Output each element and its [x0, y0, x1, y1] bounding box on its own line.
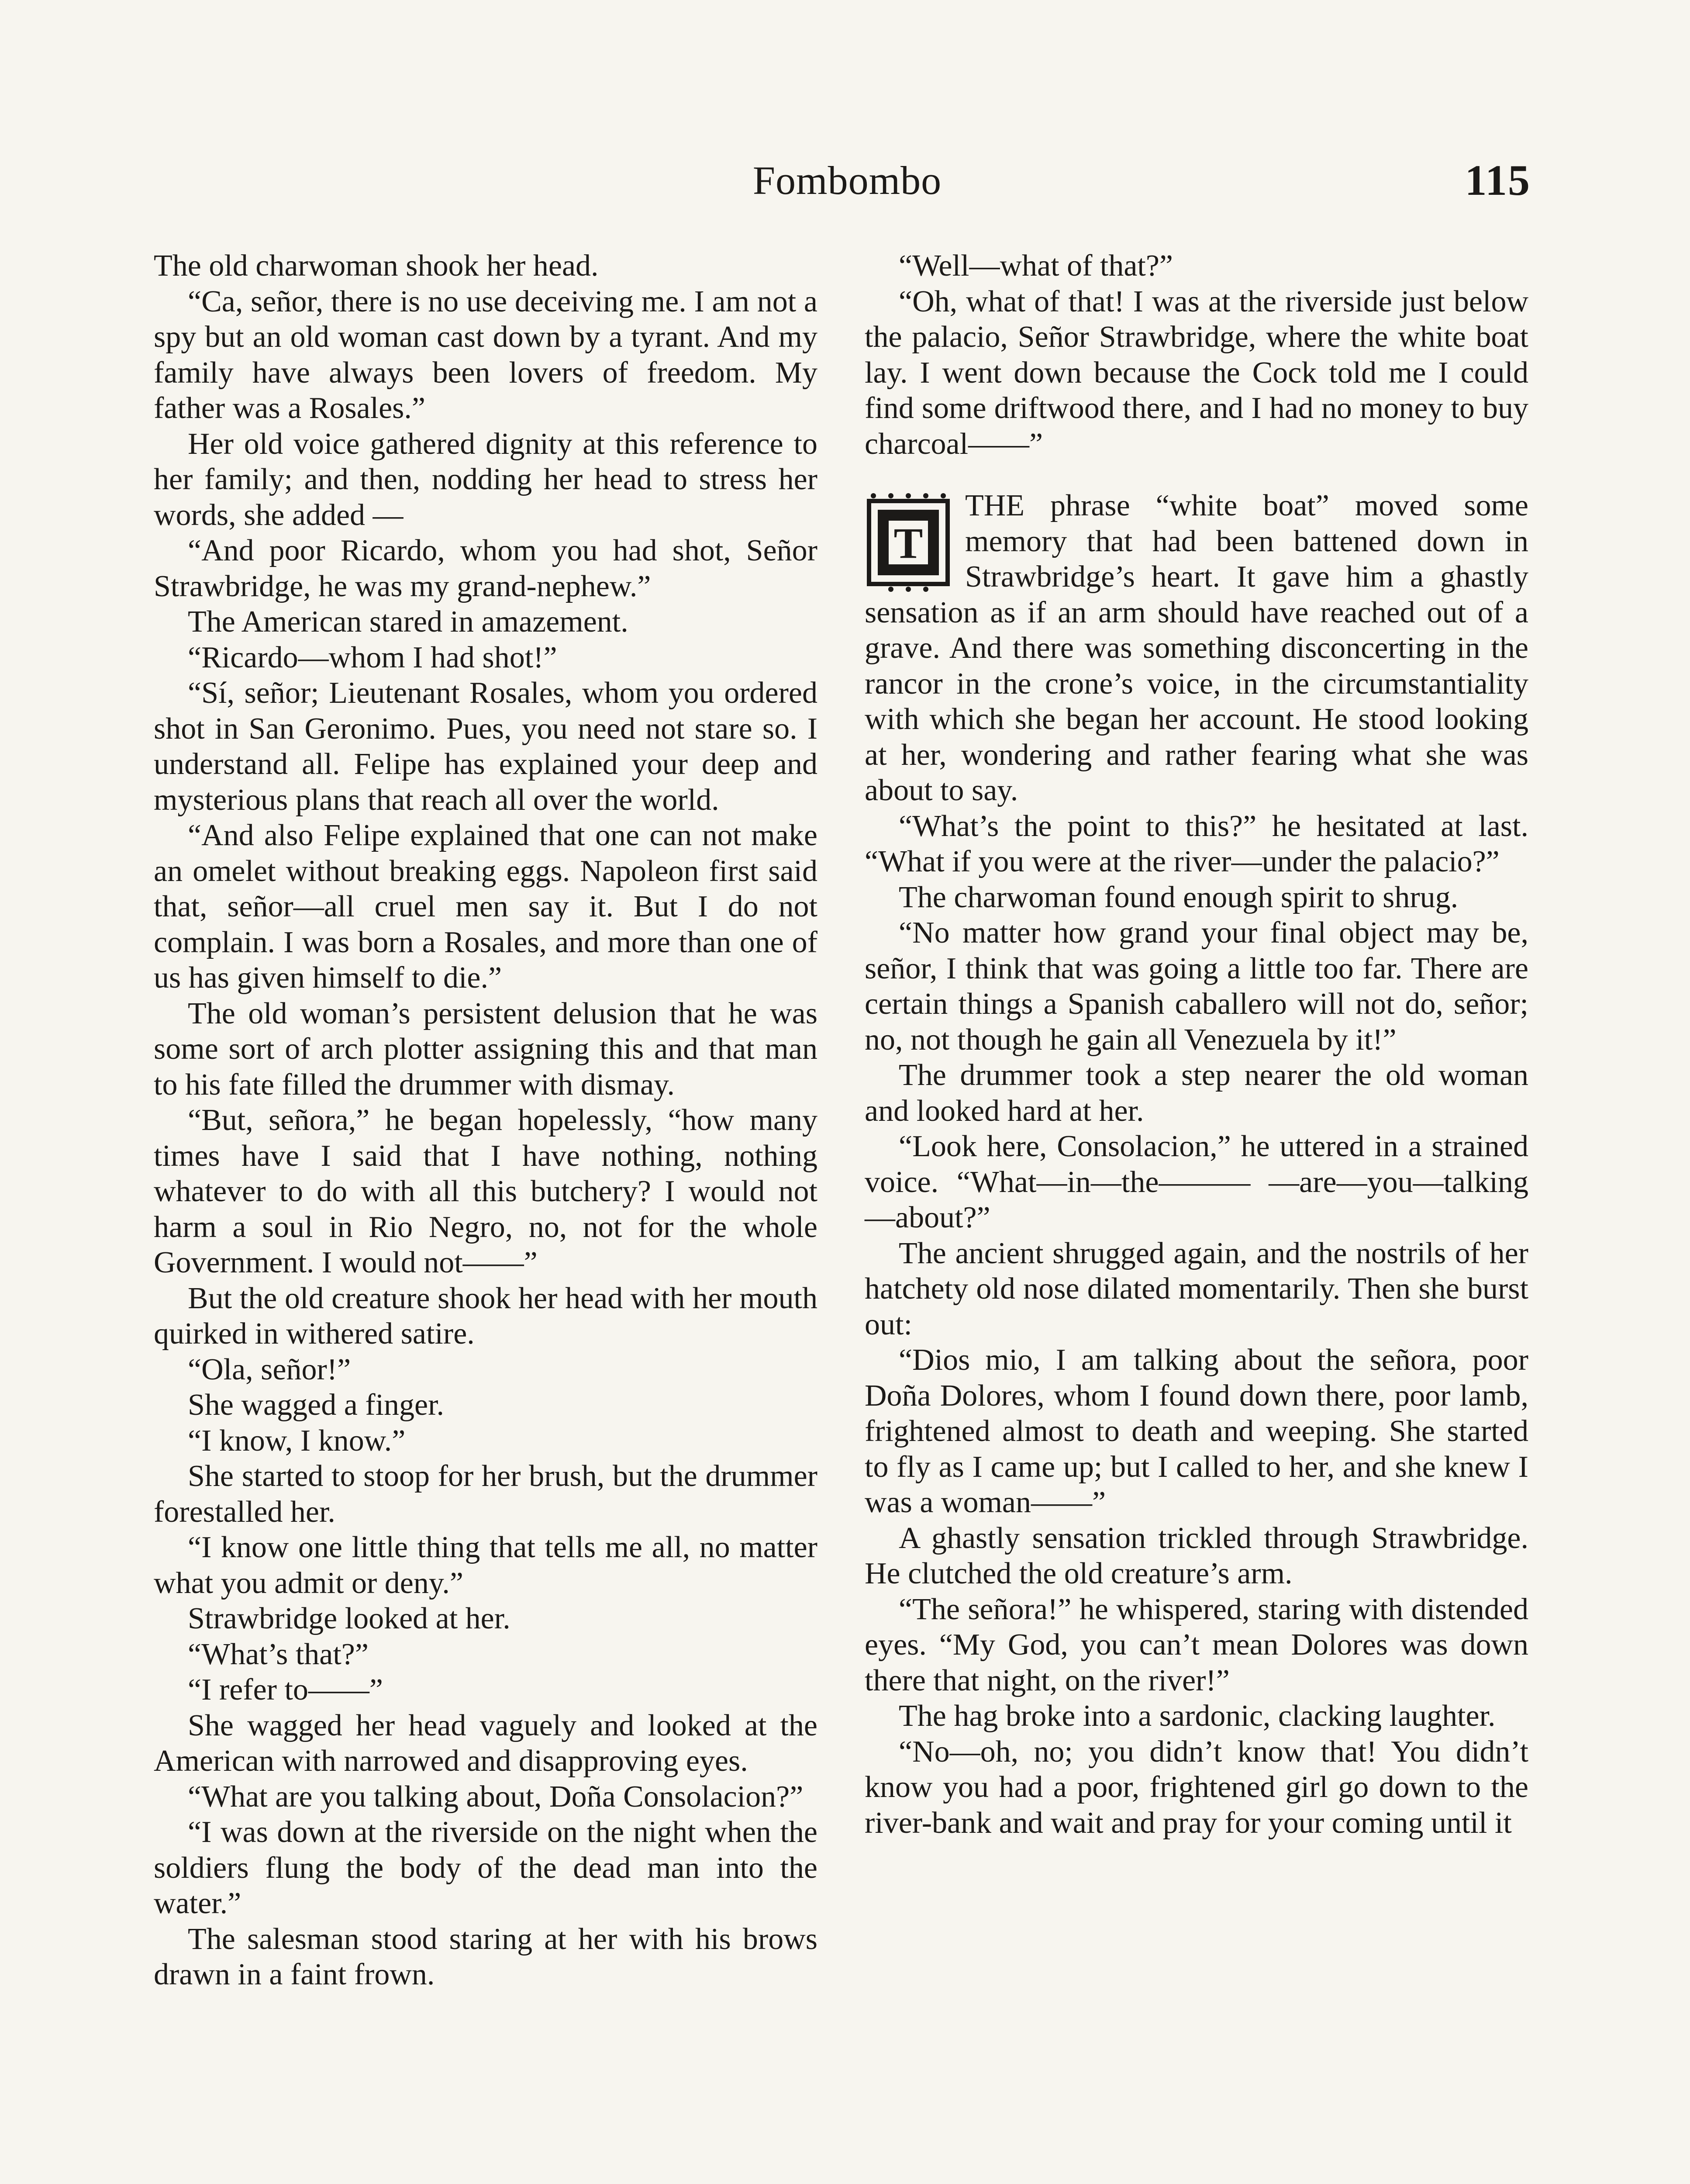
paragraph: “No matter how grand your final object may be, señor, I think that was going a little too far. There are certain things a Spanish caballero will not do, señor; no, not though he gain all Venezuela by it!”: [865, 916, 1528, 1057]
paragraph: “And poor Ricardo, whom you had shot, Señor Strawbridge, he was my grand-nephew.”: [154, 534, 817, 603]
paragraph: Her old voice gathered dignity at this reference to her family; and then, nodding her head to stress her words, she added —: [154, 427, 817, 532]
paragraph: “But, señora,” he began hopelessly, “how many times have I said that I have nothing, nothing whatever to do with all this butchery? I would not harm a soul in Rio Negro, no, not for the whole Government. I would not——”: [154, 1103, 817, 1279]
paragraph: “Sí, señor; Lieutenant Rosales, whom you ordered shot in San Geronimo. Pues, you need not stare so. I understand all. Felipe has explained your deep and mysterious plans that reach all over the world.: [154, 676, 817, 817]
paragraph: The ancient shrugged again, and the nostrils of her hatchety old nose dilated momentarily. Then she burst out:: [865, 1236, 1528, 1341]
paragraph: The American stared in amazement.: [188, 605, 628, 639]
paragraph: But the old creature shook her head with her mouth quirked in withered satire.: [154, 1281, 817, 1351]
paragraph: The hag broke into a sardonic, clacking laughter.: [899, 1699, 1496, 1733]
paragraph: “I know one little thing that tells me all, no matter what you admit or deny.”: [154, 1531, 817, 1600]
right-column: [865, 248, 1528, 1841]
paragraph: The charwoman found enough spirit to shrug.: [899, 880, 1459, 914]
paragraph: “Look here, Consolacion,” he uttered in a strained voice. “What—in—the——— —are—you—talking—about?”: [865, 1130, 1528, 1234]
paragraph: The salesman stood staring at her with his brows drawn in a faint frown.: [154, 1922, 817, 1991]
paragraph: “Dios mio, I am talking about the señora, poor Doña Dolores, whom I found down there, poor lamb, frightened almost to death and weeping. She started to fly as I came up; but I called to her, and she knew I was a woman——”: [865, 1343, 1528, 1519]
paragraph: A ghastly sensation trickled through Strawbridge. He clutched the old creature’s arm.: [865, 1521, 1528, 1590]
paragraph: “I was down at the riverside on the night when the soldiers flung the body of the dead man into the water.”: [154, 1815, 817, 1920]
ornamental-dropcap-icon: [865, 492, 952, 593]
paragraph: “What’s the point to this?” he hesitated at last. “What if you were at the river—under the palacio?”: [865, 809, 1528, 878]
dropcap-paragraph: THE phrase “white boat” moved some memory that had been battened down in Strawbridge’s heart. It gave him a ghastly sensation as if an arm should have reached out of a grave. And there was something disconcerting in the rancor in the crone’s voice, in the circumstantiality with which she began her account. He stood looking at her, wondering and rather fearing what she was about to say.: [865, 489, 1528, 807]
page-number: 115: [1465, 156, 1531, 204]
paragraph: The old woman’s persistent delusion that he was some sort of arch plotter assigning this and that man to his fate filled the drummer with dismay.: [154, 996, 817, 1102]
paragraph: She started to stoop for her brush, but the drummer forestalled her.: [154, 1459, 817, 1529]
running-title: Fombombo: [752, 158, 942, 203]
paragraph: “I refer to——”: [188, 1673, 383, 1707]
paragraph: “The señora!” he whispered, staring with distended eyes. “My God, you can’t mean Dolores was down there that night, on the river!”: [865, 1592, 1528, 1697]
paragraph: “And also Felipe explained that one can not make an omelet without breaking eggs. Napoleon first said that, señor—all cruel men say it. But I do not complain. I was born a Rosales, and more than one of us has given himself to die.”: [154, 819, 817, 995]
paragraph: “No—oh, no; you didn’t know that! You didn’t know you had a poor, frightened girl go down to the river-bank and wait and pray for your coming until it: [865, 1735, 1528, 1840]
paragraph: “Ricardo—whom I had shot!”: [188, 640, 557, 674]
paragraph: The old charwoman shook her head.: [154, 249, 599, 283]
paragraph: “I know, I know.”: [188, 1424, 406, 1458]
paragraph: The drummer took a step nearer the old woman and looked hard at her.: [865, 1058, 1528, 1128]
dropcap-paragraph-block: [865, 488, 1528, 809]
paragraph: “Ca, señor, there is no use deceiving me. I am not a spy but an old woman cast down by a tyrant. And my family have always been lovers of freedom. My father was a Rosales.”: [154, 284, 817, 425]
svg-text:T: T: [893, 519, 923, 567]
paragraph: She wagged her head vaguely and looked at the American with narrowed and disapproving eyes.: [154, 1708, 817, 1778]
paragraph: “Well—what of that?”: [899, 249, 1173, 283]
left-column: [154, 248, 817, 1993]
paragraph: Strawbridge looked at her.: [188, 1602, 510, 1635]
paragraph: She wagged a finger.: [188, 1388, 445, 1422]
paragraph: “What are you talking about, Doña Consolacion?”: [188, 1780, 804, 1814]
paragraph: “What’s that?”: [188, 1637, 369, 1671]
paragraph: “Oh, what of that! I was at the riverside just below the palacio, Señor Strawbridge, where the white boat lay. I went down because the Cock told me I could find some driftwood there, and I had no money to buy charcoal——”: [865, 284, 1528, 461]
paragraph: “Ola, señor!”: [188, 1352, 351, 1386]
